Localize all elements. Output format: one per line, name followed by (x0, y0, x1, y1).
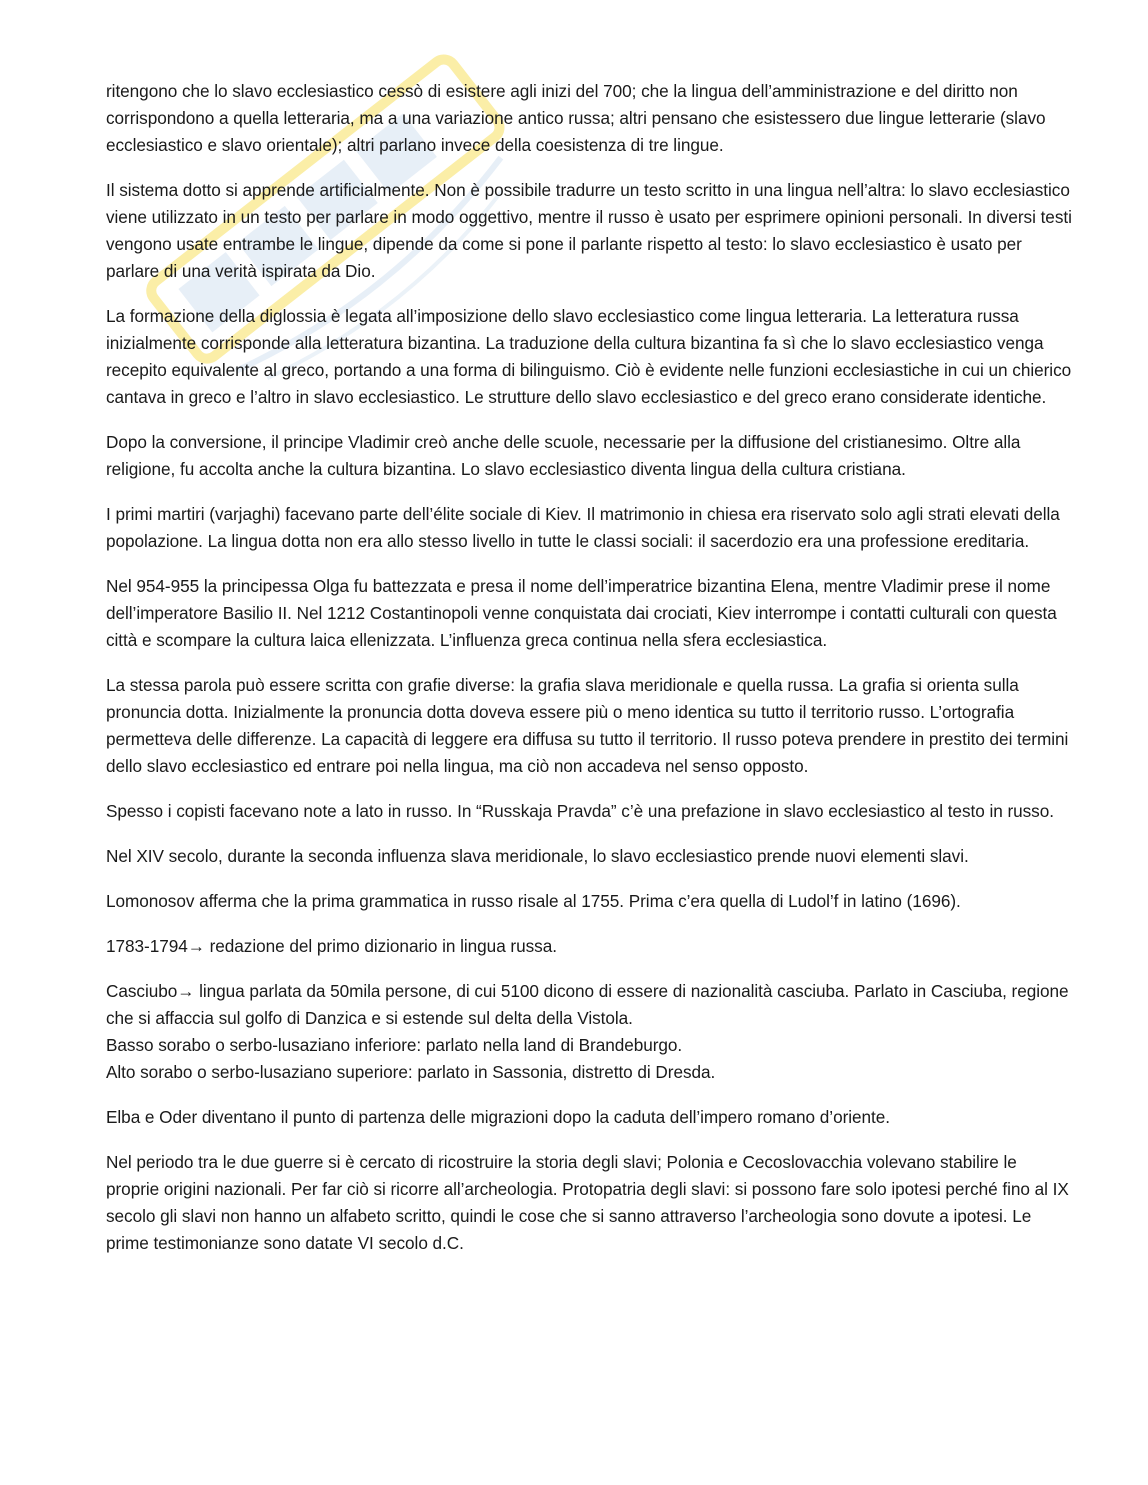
paragraph-9: Nel XIV secolo, durante la seconda influenza slava meridionale, lo slavo ecclesiastico prende nuovi elementi slavi. (106, 846, 969, 866)
language-alto-sorabo: Alto sorabo o serbo-lusaziano superiore: parlato in Sassonia, distretto di Dresda. (106, 1062, 716, 1082)
paragraph-10: Lomonosov afferma che la prima grammatica in russo risale al 1755. Prima c’era quella di Ludol’f in latino (1696). (106, 891, 961, 911)
paragraph-elba-oder: Elba e Oder diventano il punto di partenza delle migrazioni dopo la caduta dell’impero romano d’oriente. (106, 1107, 890, 1127)
paragraph-8: Spesso i copisti facevano note a lato in russo. In “Russkaja Pravda” c’è una prefazione in slavo ecclesiastico al testo in russo. (106, 801, 1054, 821)
paragraph-protopatria: Nel periodo tra le due guerre si è cercato di ricostruire la storia degli slavi; Polonia e Cecoslovacchia volevano stabilire le proprie origini nazionali. Per far ciò si ricorre all’archeologia. Protopatria degli slavi: si possono fare solo ipotesi perché fino al IX secolo gli slavi non hanno un alfabeto scritto, quindi le cose che si sanno attraverso l’archeologia sono dovute a ipotesi. Le prime testimonianze sono datate VI secolo d.C. (106, 1152, 1069, 1253)
paragraph-6: Nel 954-955 la principessa Olga fu battezzata e presa il nome dell’imperatrice bizantina Elena, mentre Vladimir prese il nome dell’imperatore Basilio II. Nel 1212 Costantinopoli venne conquistata dai crociati, Kiev interrompe i contatti culturali con questa città e scompare la cultura laica ellenizzata. L’influenza greca continua nella sfera ecclesiastica. (106, 576, 1057, 650)
language-basso-sorabo: Basso sorabo o serbo-lusaziano inferiore: parlato nella land di Brandeburgo. (106, 1035, 683, 1055)
paragraph-1: ritengono che lo slavo ecclesiastico cessò di esistere agli inizi del 700; che la lingua dell’amministrazione e del diritto non corrispondono a quella letteraria, ma a una variazione antico russa; altri pensano che esistessero due lingue letterarie (slavo ecclesiastico e slavo orientale); altri parlano invece della coesistenza di tre lingue. (106, 81, 1046, 155)
paragraph-2: Il sistema dotto si apprende artificialmente. Non è possibile tradurre un testo scritto in una lingua nell’altra: lo slavo ecclesiastico viene utilizzato in un testo per parlare in modo oggettivo, mentre il russo è usato per esprimere opinioni personali. In diversi testi vengono usate entrambe le lingue, dipende da come si pone il parlante rispetto al testo: lo slavo ecclesiastico è usato per parlare di una verità ispirata da Dio. (106, 180, 1072, 281)
paragraph-11: 1783-1794→ redazione del primo dizionario in lingua russa. (106, 936, 557, 956)
paragraph-4: Dopo la conversione, il principe Vladimir creò anche delle scuole, necessarie per la diffusione del cristianesimo. Oltre alla religione, fu accolta anche la cultura bizantina. Lo slavo ecclesiastico diventa lingua della cultura cristiana. (106, 432, 1021, 479)
paragraph-5: I primi martiri (varjaghi) facevano parte dell’élite sociale di Kiev. Il matrimonio in chiesa era riservato solo agli strati elevati della popolazione. La lingua dotta non era allo stesso livello in tutte le classi sociali: il sacerdozio era una professione ereditaria. (106, 504, 1060, 551)
document-page (106, 78, 1072, 1257)
paragraph-3: La formazione della diglossia è legata all’imposizione dello slavo ecclesiastico come lingua letteraria. La letteratura russa inizialmente corrisponde alla letteratura bizantina. La traduzione della cultura bizantina fa sì che lo slavo ecclesiastico venga recepito equivalente al greco, portando a una forma di bilinguismo. Ciò è evidente nelle funzioni ecclesiastiche in cui un chierico cantava in greco e l’altro in slavo ecclesiastico. Le strutture dello slavo ecclesiastico e del greco erano considerate identiche. (106, 306, 1072, 407)
languages-block (106, 978, 1072, 1086)
paragraph-7: La stessa parola può essere scritta con grafie diverse: la grafia slava meridionale e quella russa. La grafia si orienta sulla pronuncia dotta. Inizialmente la pronuncia dotta doveva essere più o meno identica su tutto il territorio russo. L’ortografia permetteva delle differenze. La capacità di leggere era diffusa su tutto il territorio. Il russo poteva prendere in prestito dei termini dello slavo ecclesiastico ed entrare poi nella lingua, ma ciò non accadeva nel senso opposto. (106, 675, 1069, 776)
language-casciubo: Casciubo→ lingua parlata da 50mila persone, di cui 5100 dicono di essere di nazionalità casciuba. Parlato in Casciuba, regione che si affaccia sul golfo di Danzica e si estende sul delta della Vistola. (106, 981, 1069, 1028)
